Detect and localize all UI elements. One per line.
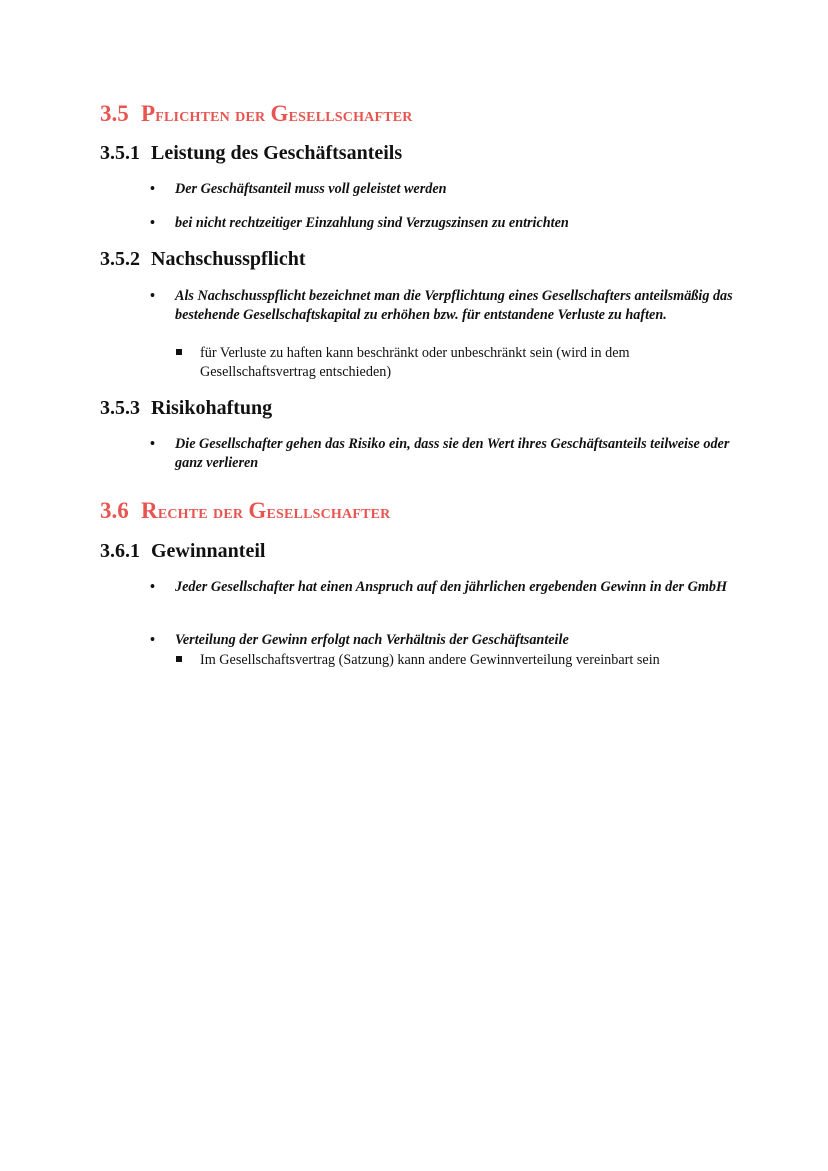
- bullet-text: Die Gesellschafter gehen das Risiko ein, dass sie den Wert ihres Geschäftsanteils teilweise oder ganz verlieren: [175, 436, 730, 471]
- bullet-text: bei nicht rechtzeitiger Einzahlung sind Verzugszinsen zu entrichten: [175, 215, 569, 231]
- subsection-number: 3.5.1: [100, 142, 140, 164]
- square-bullet-icon: [176, 656, 182, 662]
- bullet-item: [150, 180, 740, 199]
- bullet-item: [150, 578, 740, 597]
- subsection-title: Risikohaftung: [151, 397, 273, 419]
- bullet-text: Der Geschäftsanteil muss voll geleistet werden: [175, 181, 447, 197]
- bullet-dot: •: [150, 288, 155, 304]
- subsection-title: Gewinnanteil: [151, 540, 266, 562]
- subsection-heading-3-6-1: [100, 540, 265, 563]
- subsection-number: 3.6.1: [100, 540, 140, 562]
- bullet-item: [150, 435, 740, 473]
- square-bullet-icon: [176, 349, 182, 355]
- bullet-item: [150, 214, 740, 233]
- bullet-item: [150, 287, 740, 325]
- section-number: 3.5: [100, 101, 129, 126]
- subsection-title: Nachschusspflicht: [151, 248, 306, 270]
- subsection-number: 3.5.2: [100, 248, 140, 270]
- section-title: Rechte der Gesellschafter: [141, 498, 391, 523]
- bullet-text: Jeder Gesellschafter hat einen Anspruch auf den jährlichen ergebenden Gewinn in der GmbH: [175, 579, 728, 595]
- bullet-dot: •: [150, 215, 155, 231]
- subsection-heading-3-5-3: [100, 397, 272, 420]
- sub-bullet-item: [176, 651, 736, 670]
- section-heading-3-6: [100, 498, 390, 524]
- sub-bullet-text: Im Gesellschaftsvertrag (Satzung) kann andere Gewinnverteilung vereinbart sein: [200, 652, 660, 668]
- bullet-dot: •: [150, 632, 155, 648]
- subsection-heading-3-5-2: [100, 248, 305, 271]
- section-number: 3.6: [100, 498, 129, 523]
- section-heading-3-5: [100, 101, 413, 127]
- bullet-text: Verteilung der Gewinn erfolgt nach Verhältnis der Geschäftsanteile: [175, 632, 569, 648]
- bullet-dot: •: [150, 579, 155, 595]
- bullet-text: Als Nachschusspflicht bezeichnet man die Verpflichtung eines Gesellschafters anteilsmäßig das bestehende Gesellschaftskapital zu erhöhen bzw. für entstandene Verluste zu haften.: [175, 288, 733, 323]
- subsection-title: Leistung des Geschäftsanteils: [151, 142, 403, 164]
- sub-bullet-text: für Verluste zu haften kann beschränkt oder unbeschränkt sein (wird in dem Gesellschaftsvertrag entschieden): [200, 345, 630, 380]
- subsection-heading-3-5-1: [100, 142, 402, 165]
- section-title: Pflichten der Gesellschafter: [141, 101, 413, 126]
- sub-bullet-item: [176, 344, 736, 382]
- bullet-item: [150, 631, 740, 650]
- subsection-number: 3.5.3: [100, 397, 140, 419]
- bullet-dot: •: [150, 436, 155, 452]
- bullet-dot: •: [150, 181, 155, 197]
